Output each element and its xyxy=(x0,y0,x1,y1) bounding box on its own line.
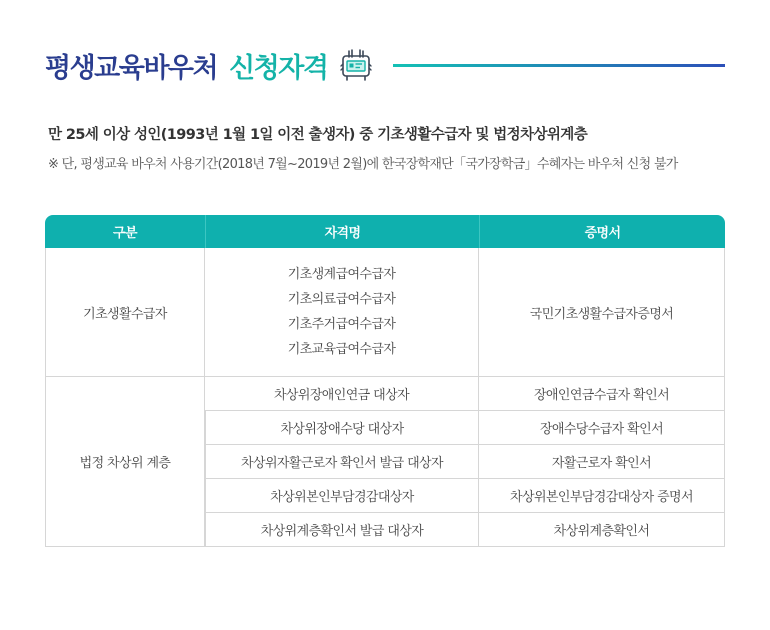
header-certificate: 증명서 xyxy=(479,215,725,248)
qualification-cell: 차상위장애인연금 대상자 xyxy=(205,377,479,411)
page-header xyxy=(45,40,725,90)
certificate-cell: 장애수당수급자 확인서 xyxy=(479,411,725,445)
category-cell: 기초생활수급자 xyxy=(45,248,205,377)
header-qualification: 자격명 xyxy=(205,215,479,248)
qualification-item: 기초주거급여수급자 xyxy=(287,317,396,332)
table-row xyxy=(45,377,725,411)
certificate-cell: 차상위계층확인서 xyxy=(479,513,725,547)
eligibility-table xyxy=(45,215,725,547)
eligibility-summary: 만 25세 이상 성인(1993년 1월 1일 이전 출생자) 중 기초생활수급자 및 법정차상위계층 xyxy=(48,127,588,143)
category-cell: 법정 차상위 계층 xyxy=(45,377,205,547)
qualification-cell: 차상위장애수당 대상자 xyxy=(205,411,479,445)
id-card-hands-icon xyxy=(339,48,373,82)
title-divider-line xyxy=(393,64,725,67)
table-header-row xyxy=(45,215,725,248)
certificate-cell: 자활근로자 확인서 xyxy=(479,445,725,479)
qualification-cell xyxy=(205,248,479,377)
qualification-cell: 차상위계층확인서 발급 대상자 xyxy=(205,513,479,547)
table-row xyxy=(45,248,725,377)
page-title-accent: 신청자격 xyxy=(229,52,328,84)
qualification-item: 기초의료급여수급자 xyxy=(287,292,396,307)
header-category: 구분 xyxy=(45,215,205,248)
eligibility-note: ※ 단, 평생교육 바우처 사용기간(2018년 7월~2019년 2월)에 한국장학재단「국가장학금」수혜자는 바우처 신청 불가 xyxy=(48,157,678,172)
certificate-cell: 차상위본인부담경감대상자 증명서 xyxy=(479,479,725,513)
eligibility-table-wrapper xyxy=(45,215,725,547)
page-title: 평생교육바우처 xyxy=(45,52,218,84)
qualification-cell: 차상위자활근로자 확인서 발급 대상자 xyxy=(205,445,479,479)
qualification-item: 기초생계급여수급자 xyxy=(287,267,396,282)
certificate-cell: 국민기초생활수급자증명서 xyxy=(479,248,725,377)
certificate-cell: 장애인연금수급자 확인서 xyxy=(479,377,725,411)
qualification-item: 기초교육급여수급자 xyxy=(287,342,396,357)
qualification-cell: 차상위본인부담경감대상자 xyxy=(205,479,479,513)
